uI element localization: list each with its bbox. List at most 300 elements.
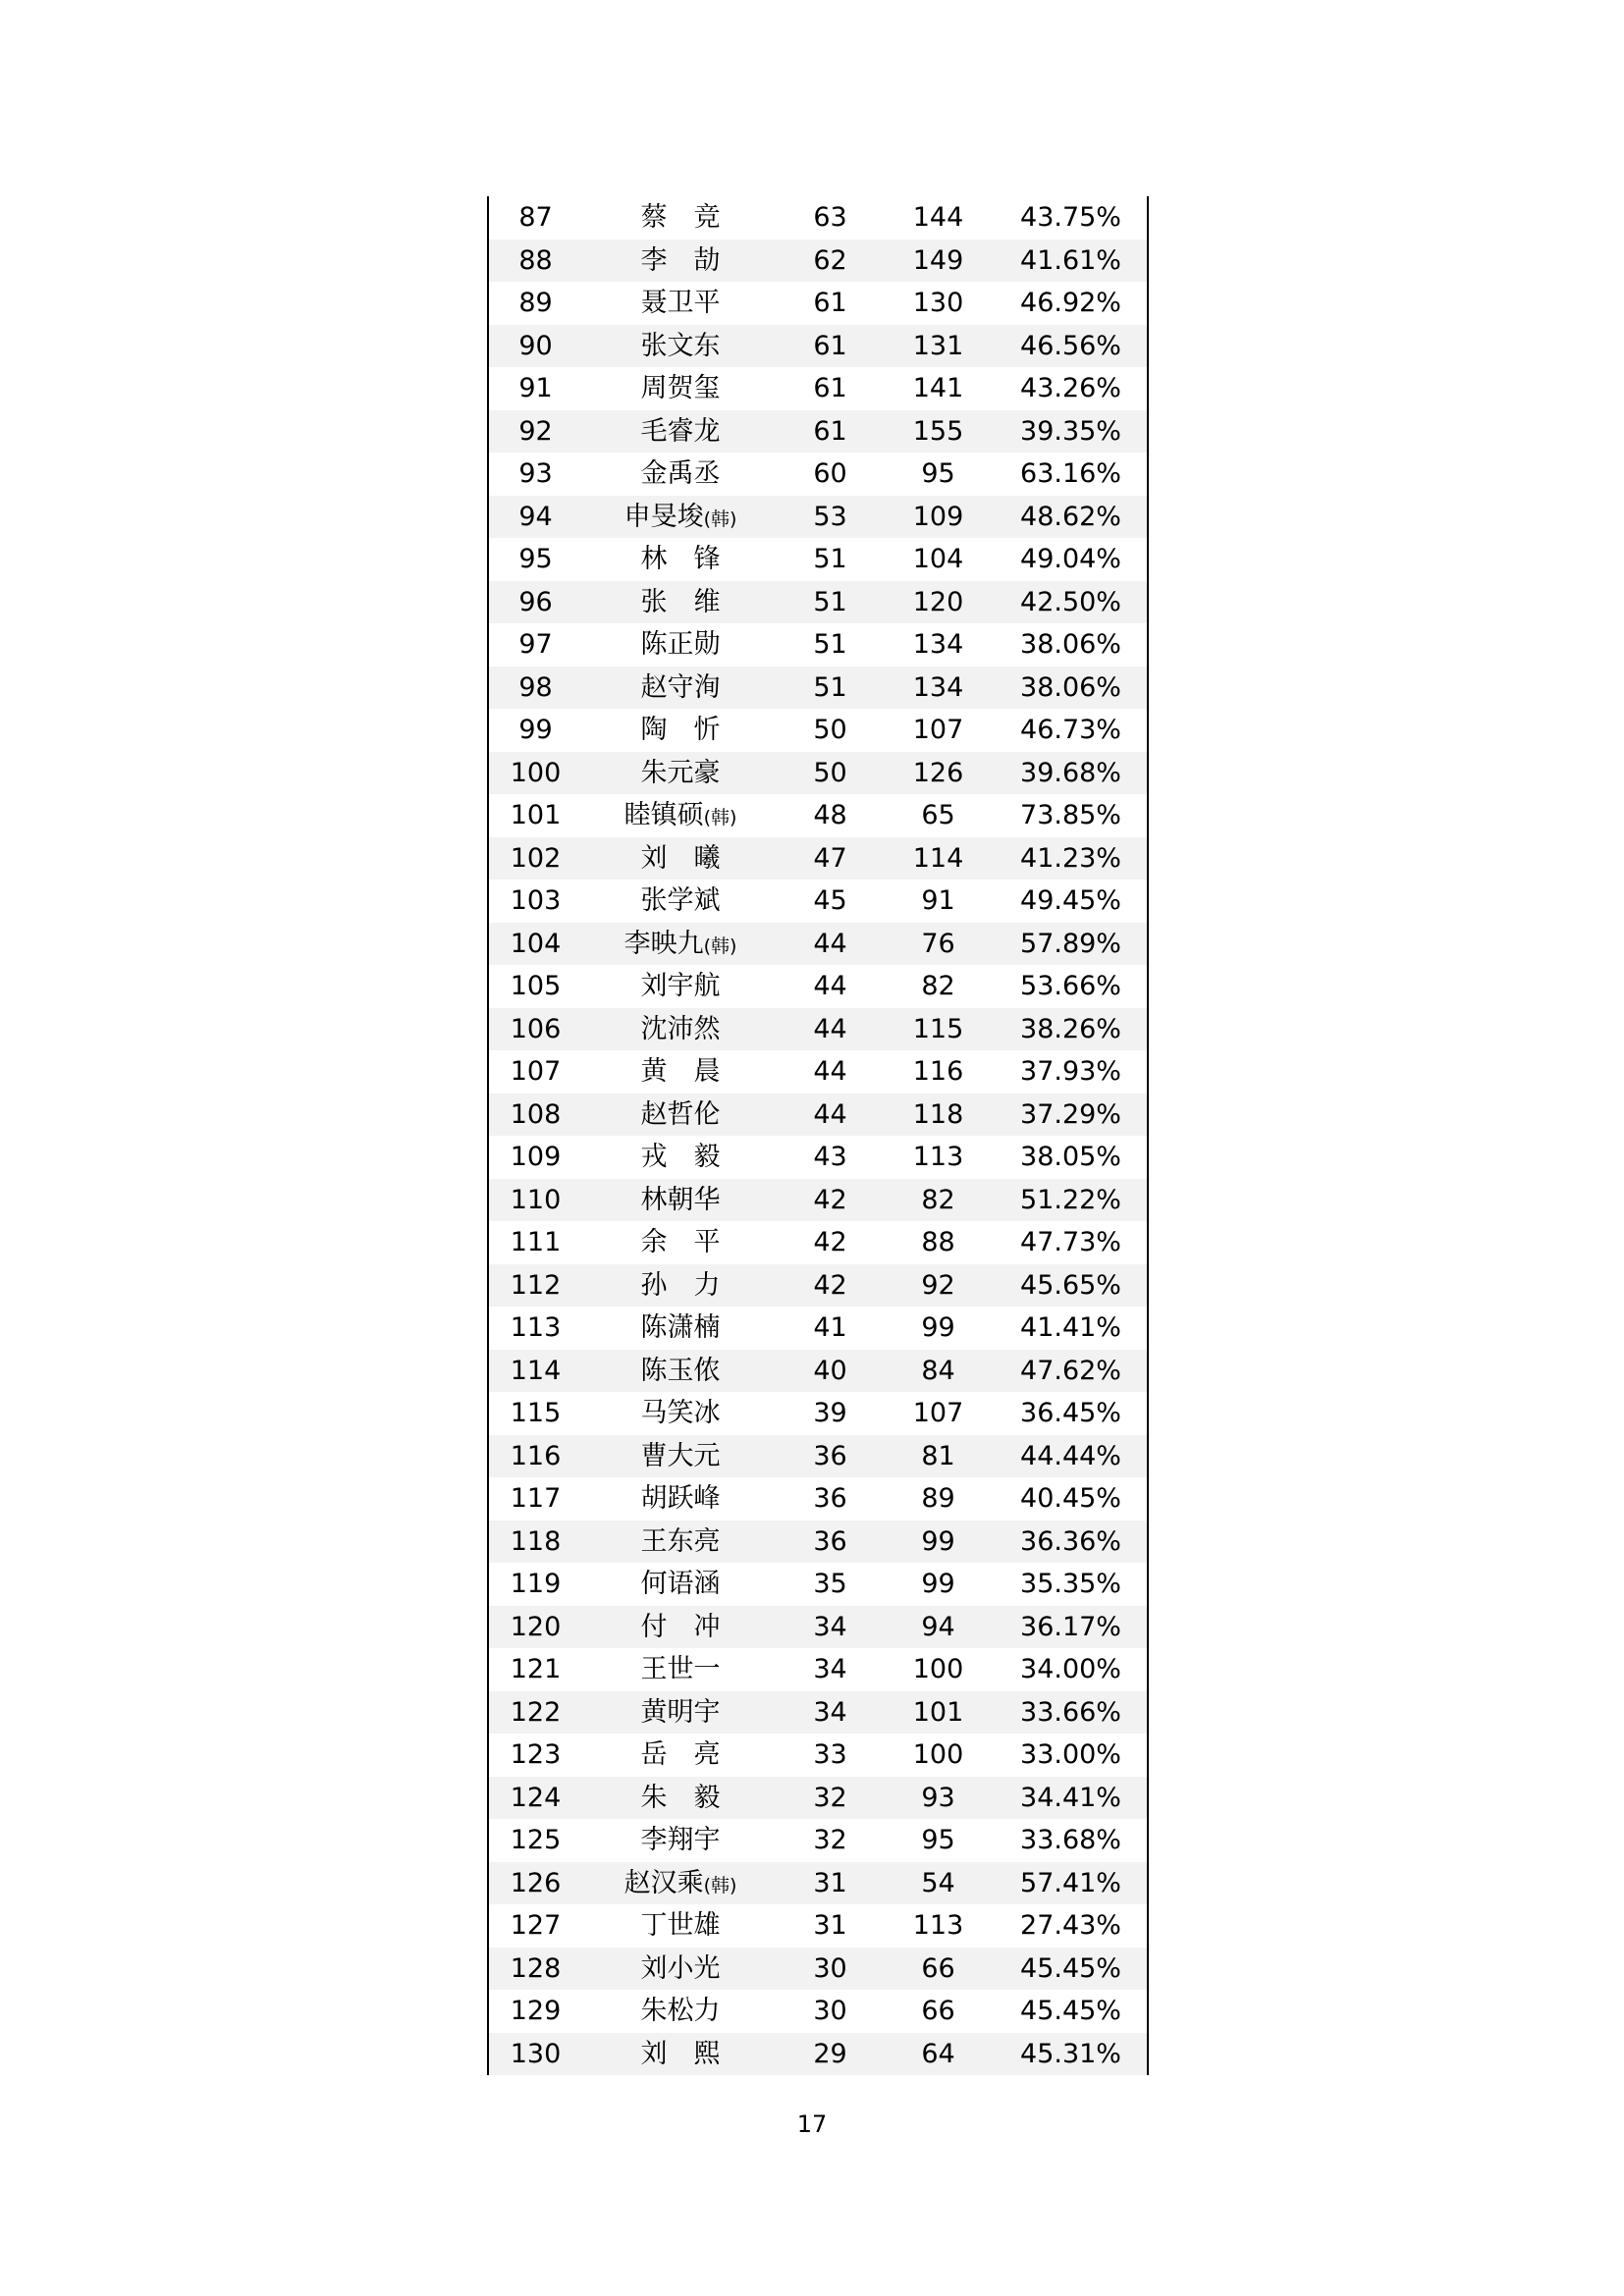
games-cell: 95	[921, 1825, 955, 1855]
player-name: 陈玉侬	[640, 1355, 721, 1386]
rank-cell: 130	[510, 2038, 562, 2069]
nationality-suffix: (韩)	[703, 934, 737, 957]
table-row	[489, 496, 1147, 539]
win-rate-cell: 46.56%	[1020, 330, 1121, 361]
wins-cell: 35	[813, 1569, 847, 1599]
win-rate-cell: 34.00%	[1020, 1654, 1121, 1684]
rank-cell: 103	[510, 885, 562, 916]
table-row	[489, 1521, 1147, 1564]
win-rate-cell: 38.26%	[1020, 1013, 1121, 1044]
player-name: 朱松力	[640, 1996, 721, 2026]
player-name: 周贺玺	[640, 373, 721, 403]
games-cell: 65	[921, 800, 955, 830]
wins-cell: 50	[813, 715, 847, 745]
player-name-cell	[582, 837, 779, 881]
player-name-cell	[582, 1221, 779, 1264]
wins-cell: 32	[813, 1782, 847, 1813]
table-row	[489, 1606, 1147, 1649]
win-rate-cell: 37.29%	[1020, 1098, 1121, 1130]
wins-cell: 62	[813, 244, 847, 276]
wins-cell: 53	[813, 501, 847, 532]
win-rate-cell: 41.23%	[1020, 842, 1121, 874]
rank-cell: 122	[510, 1696, 562, 1728]
table-row	[489, 837, 1147, 881]
wins-cell: 31	[813, 1867, 847, 1898]
player-name: 丁世雄	[640, 1910, 721, 1941]
player-name-cell	[582, 1094, 779, 1137]
player-name-cell	[582, 1990, 779, 2033]
win-rate-cell: 40.45%	[1020, 1483, 1121, 1514]
games-cell: 82	[921, 971, 955, 1001]
rank-cell: 102	[510, 842, 562, 874]
rank-cell: 97	[518, 629, 553, 660]
table-row	[489, 453, 1147, 496]
player-name: 王东亮	[640, 1525, 721, 1557]
win-rate-cell: 63.16%	[1020, 458, 1121, 489]
player-name: 李 劼	[640, 244, 721, 276]
player-name: 陶 忻	[640, 715, 721, 745]
player-name-cell	[582, 196, 779, 240]
wins-cell: 42	[813, 1227, 847, 1257]
wins-cell: 61	[813, 373, 847, 403]
player-name: 刘 熙	[640, 2038, 721, 2069]
player-name-cell	[582, 1648, 779, 1691]
win-rate-cell: 37.93%	[1020, 1056, 1121, 1087]
wins-cell: 39	[813, 1398, 847, 1428]
rank-cell: 128	[510, 1952, 562, 1984]
nationality-suffix: (韩)	[703, 1874, 737, 1896]
rank-cell: 114	[510, 1355, 562, 1386]
player-name: 林 锋	[640, 544, 721, 574]
games-cell: 109	[912, 501, 964, 532]
rank-cell: 100	[510, 757, 562, 788]
rank-cell: 127	[510, 1910, 562, 1941]
table-row	[489, 880, 1147, 923]
table-row	[489, 410, 1147, 454]
player-name: 申旻埈	[623, 501, 704, 532]
table-row	[489, 1136, 1147, 1179]
win-rate-cell: 45.65%	[1020, 1269, 1121, 1301]
player-name-cell	[582, 1477, 779, 1521]
player-name: 付 冲	[640, 1611, 721, 1642]
player-name: 黄明宇	[640, 1696, 721, 1728]
player-name-cell	[582, 410, 779, 454]
player-name: 王世一	[640, 1654, 721, 1684]
table-row	[489, 1392, 1147, 1435]
table-row	[489, 282, 1147, 325]
games-cell: 76	[921, 928, 955, 959]
table-row	[489, 1691, 1147, 1735]
player-name-cell	[582, 496, 779, 539]
games-cell: 89	[921, 1483, 955, 1514]
table-row	[489, 1435, 1147, 1478]
rank-cell: 108	[510, 1098, 562, 1130]
win-rate-cell: 57.89%	[1020, 928, 1121, 959]
win-rate-cell: 36.36%	[1020, 1525, 1121, 1557]
table-row	[489, 1862, 1147, 1905]
table-row	[489, 794, 1147, 837]
rank-cell: 129	[510, 1996, 562, 2026]
player-name-cell	[582, 367, 779, 410]
player-name: 戎 毅	[640, 1142, 721, 1172]
rank-cell: 121	[510, 1654, 562, 1684]
wins-cell: 61	[813, 288, 847, 318]
player-name-cell	[582, 1777, 779, 1820]
rank-cell: 87	[518, 202, 553, 233]
player-name-cell	[582, 965, 779, 1008]
wins-cell: 60	[813, 458, 847, 489]
player-name-cell	[582, 1179, 779, 1222]
table-row	[489, 1734, 1147, 1777]
ranking-table	[487, 196, 1149, 2075]
win-rate-cell: 36.17%	[1020, 1611, 1121, 1642]
wins-cell: 51	[813, 629, 847, 660]
rank-cell: 111	[510, 1227, 562, 1257]
player-name-cell	[582, 325, 779, 368]
player-name: 睦镇硕	[623, 800, 704, 830]
rank-cell: 109	[510, 1142, 562, 1172]
player-name-cell	[582, 240, 779, 283]
wins-cell: 51	[813, 586, 847, 617]
player-name-cell	[582, 453, 779, 496]
table-row	[489, 196, 1147, 240]
player-name-cell	[582, 623, 779, 667]
page-number: 17	[796, 2110, 828, 2138]
wins-cell: 41	[813, 1312, 847, 1343]
player-name-cell	[582, 1435, 779, 1478]
player-name-cell	[582, 709, 779, 752]
win-rate-cell: 44.44%	[1020, 1440, 1121, 1471]
rank-cell: 96	[518, 586, 553, 617]
player-name-cell	[582, 538, 779, 581]
player-name: 蔡 竞	[640, 202, 721, 233]
games-cell: 149	[912, 244, 964, 276]
table-row	[489, 1948, 1147, 1991]
player-name-cell	[582, 1307, 779, 1350]
rank-cell: 120	[510, 1611, 562, 1642]
wins-cell: 50	[813, 757, 847, 788]
wins-cell: 34	[813, 1696, 847, 1728]
win-rate-cell: 39.68%	[1020, 757, 1121, 788]
win-rate-cell: 49.45%	[1020, 885, 1121, 916]
table-row	[489, 1648, 1147, 1691]
wins-cell: 36	[813, 1525, 847, 1557]
rank-cell: 99	[518, 715, 553, 745]
player-name: 黄 晨	[640, 1056, 721, 1087]
rank-cell: 89	[518, 288, 553, 318]
games-cell: 107	[912, 1398, 964, 1428]
table-row	[489, 1990, 1147, 2033]
games-cell: 66	[921, 1996, 955, 2026]
games-cell: 95	[921, 458, 955, 489]
player-name-cell	[582, 1606, 779, 1649]
table-row	[489, 1008, 1147, 1051]
rank-cell: 123	[510, 1739, 562, 1770]
wins-cell: 44	[813, 1056, 847, 1087]
games-cell: 64	[921, 2038, 955, 2069]
player-name: 沈沛然	[640, 1013, 721, 1044]
wins-cell: 34	[813, 1654, 847, 1684]
win-rate-cell: 33.66%	[1020, 1696, 1121, 1728]
player-name-cell	[582, 1563, 779, 1606]
win-rate-cell: 43.75%	[1020, 202, 1121, 233]
player-name-cell	[582, 581, 779, 624]
rank-cell: 125	[510, 1825, 562, 1855]
wins-cell: 31	[813, 1910, 847, 1941]
player-name: 张学斌	[640, 885, 721, 916]
win-rate-cell: 39.35%	[1020, 415, 1121, 447]
wins-cell: 32	[813, 1825, 847, 1855]
wins-cell: 61	[813, 415, 847, 447]
player-name: 岳 亮	[640, 1739, 721, 1770]
win-rate-cell: 73.85%	[1020, 800, 1121, 830]
rank-cell: 98	[518, 671, 553, 703]
player-name-cell	[582, 282, 779, 325]
rank-cell: 124	[510, 1782, 562, 1813]
games-cell: 141	[912, 373, 964, 403]
player-name-cell	[582, 1350, 779, 1393]
games-cell: 120	[912, 586, 964, 617]
player-name-cell	[582, 1136, 779, 1179]
games-cell: 131	[912, 330, 964, 361]
table-row	[489, 1563, 1147, 1606]
table-row	[489, 581, 1147, 624]
wins-cell: 43	[813, 1142, 847, 1172]
player-name: 刘小光	[640, 1952, 721, 1984]
table-row	[489, 965, 1147, 1008]
wins-cell: 36	[813, 1483, 847, 1514]
player-name: 陈正勋	[640, 629, 721, 660]
win-rate-cell: 38.06%	[1020, 671, 1121, 703]
table-row	[489, 623, 1147, 667]
player-name: 马笑冰	[640, 1398, 721, 1428]
games-cell: 81	[921, 1440, 955, 1471]
win-rate-cell: 47.73%	[1020, 1227, 1121, 1257]
rank-cell: 92	[518, 415, 553, 447]
win-rate-cell: 57.41%	[1020, 1867, 1121, 1898]
games-cell: 107	[912, 715, 964, 745]
games-cell: 126	[912, 757, 964, 788]
rank-cell: 116	[510, 1440, 562, 1471]
wins-cell: 63	[813, 202, 847, 233]
player-name-cell	[582, 880, 779, 923]
games-cell: 94	[921, 1611, 955, 1642]
player-name: 刘宇航	[640, 971, 721, 1001]
games-cell: 113	[912, 1910, 964, 1941]
wins-cell: 36	[813, 1440, 847, 1471]
rank-cell: 119	[510, 1569, 562, 1599]
table-row	[489, 752, 1147, 795]
player-name-cell	[582, 752, 779, 795]
table-row	[489, 2033, 1147, 2076]
player-name: 孙 力	[640, 1269, 721, 1301]
wins-cell: 34	[813, 1611, 847, 1642]
player-name: 李映九	[623, 928, 704, 959]
win-rate-cell: 49.04%	[1020, 544, 1121, 574]
rank-cell: 101	[510, 800, 562, 830]
table-row	[489, 1050, 1147, 1094]
rank-cell: 112	[510, 1269, 562, 1301]
games-cell: 104	[912, 544, 964, 574]
player-name: 胡跃峰	[640, 1483, 721, 1514]
table-row	[489, 709, 1147, 752]
games-cell: 82	[921, 1184, 955, 1215]
wins-cell: 29	[813, 2038, 847, 2069]
table-row	[489, 240, 1147, 283]
wins-cell: 44	[813, 1098, 847, 1130]
player-name: 聂卫平	[640, 288, 721, 318]
games-cell: 134	[912, 671, 964, 703]
table-row	[489, 1777, 1147, 1820]
rank-cell: 107	[510, 1056, 562, 1087]
games-cell: 118	[912, 1098, 964, 1130]
games-cell: 99	[921, 1525, 955, 1557]
player-name: 李翔宇	[640, 1825, 721, 1855]
games-cell: 113	[912, 1142, 964, 1172]
rank-cell: 117	[510, 1483, 562, 1514]
table-row	[489, 367, 1147, 410]
games-cell: 88	[921, 1227, 955, 1257]
win-rate-cell: 47.62%	[1020, 1355, 1121, 1386]
player-name-cell	[582, 1264, 779, 1308]
player-name-cell	[582, 794, 779, 837]
nationality-suffix: (韩)	[703, 807, 737, 828]
games-cell: 101	[912, 1696, 964, 1728]
player-name-cell	[582, 1521, 779, 1564]
table-row	[489, 667, 1147, 710]
rank-cell: 95	[518, 544, 553, 574]
player-name-cell	[582, 1948, 779, 1991]
rank-cell: 93	[518, 458, 553, 489]
wins-cell: 51	[813, 671, 847, 703]
rank-cell: 94	[518, 501, 553, 532]
player-name-cell	[582, 1819, 779, 1862]
wins-cell: 61	[813, 330, 847, 361]
player-name: 张 维	[640, 586, 721, 617]
win-rate-cell: 53.66%	[1020, 971, 1121, 1001]
win-rate-cell: 33.00%	[1020, 1739, 1121, 1770]
rank-cell: 126	[510, 1867, 562, 1898]
player-name-cell	[582, 1008, 779, 1051]
rank-cell: 113	[510, 1312, 562, 1343]
win-rate-cell: 43.26%	[1020, 373, 1121, 403]
games-cell: 92	[921, 1269, 955, 1301]
win-rate-cell: 34.41%	[1020, 1782, 1121, 1813]
rank-cell: 91	[518, 373, 553, 403]
wins-cell: 30	[813, 1952, 847, 1984]
player-name: 朱元豪	[640, 757, 721, 788]
games-cell: 99	[921, 1569, 955, 1599]
table-row	[489, 1221, 1147, 1264]
win-rate-cell: 41.61%	[1020, 244, 1121, 276]
win-rate-cell: 27.43%	[1020, 1910, 1121, 1941]
player-name: 林朝华	[640, 1184, 721, 1215]
wins-cell: 47	[813, 842, 847, 874]
win-rate-cell: 48.62%	[1020, 501, 1121, 532]
games-cell: 130	[912, 288, 964, 318]
wins-cell: 44	[813, 971, 847, 1001]
games-cell: 54	[921, 1867, 955, 1898]
player-name-cell	[582, 1050, 779, 1094]
win-rate-cell: 35.35%	[1020, 1569, 1121, 1599]
rank-cell: 118	[510, 1525, 562, 1557]
games-cell: 91	[921, 885, 955, 916]
player-name: 张文东	[640, 330, 721, 361]
table-row	[489, 1307, 1147, 1350]
nationality-suffix: (韩)	[703, 507, 737, 530]
games-cell: 114	[912, 842, 964, 874]
rank-cell: 105	[510, 971, 562, 1001]
win-rate-cell: 38.06%	[1020, 629, 1121, 660]
table-row	[489, 923, 1147, 966]
player-name-cell	[582, 923, 779, 966]
win-rate-cell: 38.05%	[1020, 1142, 1121, 1172]
games-cell: 93	[921, 1782, 955, 1813]
player-name: 金禹丞	[640, 458, 721, 489]
table-row	[489, 1819, 1147, 1862]
games-cell: 115	[912, 1013, 964, 1044]
player-name-cell	[582, 1691, 779, 1735]
player-name: 赵守洵	[640, 671, 721, 703]
games-cell: 155	[912, 415, 964, 447]
player-name: 刘 曦	[640, 842, 721, 874]
table-row	[489, 1350, 1147, 1393]
win-rate-cell: 46.73%	[1020, 715, 1121, 745]
win-rate-cell: 33.68%	[1020, 1825, 1121, 1855]
wins-cell: 40	[813, 1355, 847, 1386]
player-name: 赵哲伦	[640, 1098, 721, 1130]
games-cell: 144	[912, 202, 964, 233]
player-name: 毛睿龙	[640, 415, 721, 447]
wins-cell: 44	[813, 1013, 847, 1044]
wins-cell: 33	[813, 1739, 847, 1770]
wins-cell: 48	[813, 800, 847, 830]
player-name: 朱 毅	[640, 1782, 721, 1813]
win-rate-cell: 45.45%	[1020, 1996, 1121, 2026]
rank-cell: 88	[518, 244, 553, 276]
table-row	[489, 1904, 1147, 1948]
player-name-cell	[582, 1862, 779, 1905]
rank-cell: 110	[510, 1184, 562, 1215]
wins-cell: 42	[813, 1184, 847, 1215]
win-rate-cell: 36.45%	[1020, 1398, 1121, 1428]
table-row	[489, 325, 1147, 368]
games-cell: 84	[921, 1355, 955, 1386]
table-row	[489, 1179, 1147, 1222]
rank-cell: 104	[510, 928, 562, 959]
player-name-cell	[582, 1734, 779, 1777]
player-name-cell	[582, 1392, 779, 1435]
rank-cell: 115	[510, 1398, 562, 1428]
wins-cell: 44	[813, 928, 847, 959]
win-rate-cell: 51.22%	[1020, 1184, 1121, 1215]
games-cell: 99	[921, 1312, 955, 1343]
win-rate-cell: 45.45%	[1020, 1952, 1121, 1984]
player-name: 曹大元	[640, 1440, 721, 1471]
player-name: 何语涵	[640, 1569, 721, 1599]
games-cell: 100	[912, 1739, 964, 1770]
table-row	[489, 1477, 1147, 1521]
player-name-cell	[582, 667, 779, 710]
win-rate-cell: 46.92%	[1020, 288, 1121, 318]
games-cell: 134	[912, 629, 964, 660]
table-row	[489, 1094, 1147, 1137]
rank-cell: 106	[510, 1013, 562, 1044]
win-rate-cell: 42.50%	[1020, 586, 1121, 617]
player-name: 余 平	[640, 1227, 721, 1257]
player-name-cell	[582, 2033, 779, 2076]
rank-cell: 90	[518, 330, 553, 361]
